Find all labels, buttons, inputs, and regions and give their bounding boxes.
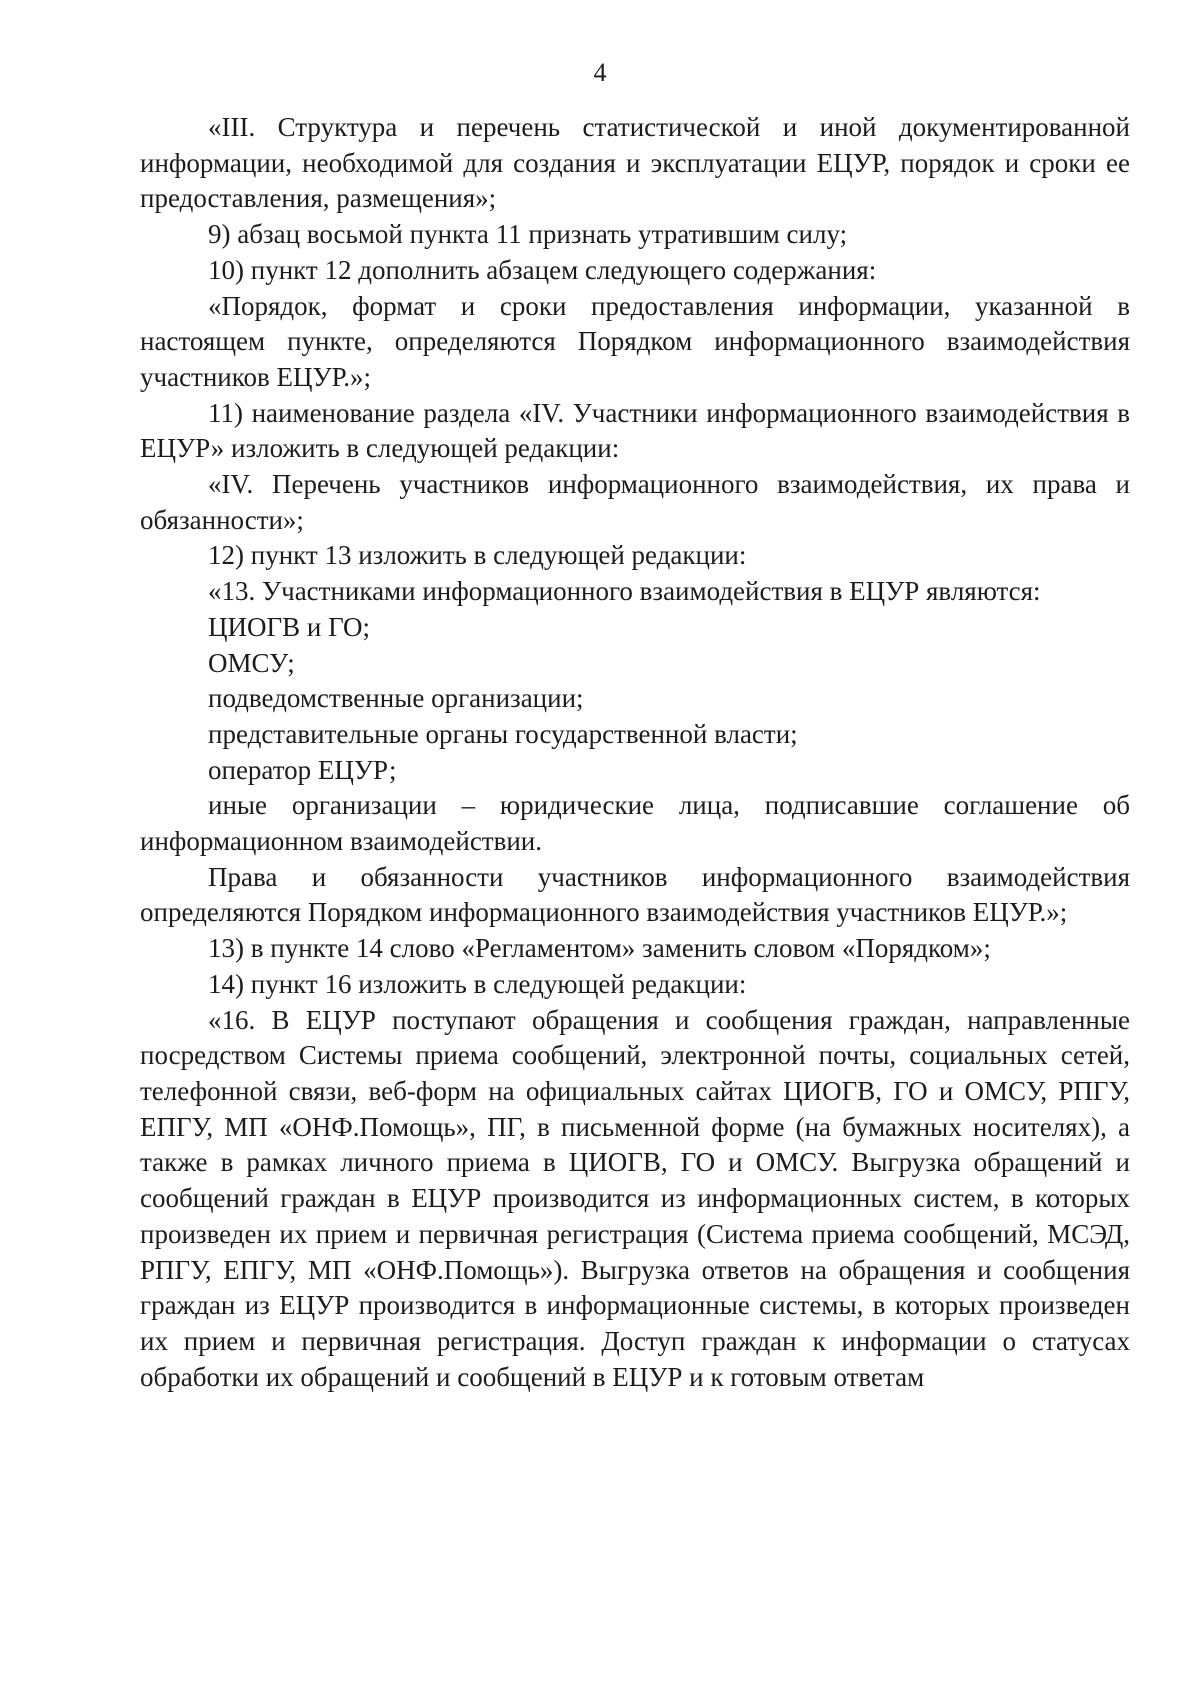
page-number: 4 <box>593 58 607 87</box>
paragraph-item-14: 14) пункт 16 изложить в следующей редакции: <box>208 968 747 999</box>
document-body <box>140 110 1130 1395</box>
list-item-operator: оператор ЕЦУР; <box>208 754 397 785</box>
list-item-omsu: ОМСУ; <box>208 647 295 678</box>
paragraph-item-9: 9) абзац восьмой пункта 11 признать утратившим силу; <box>208 219 848 250</box>
paragraph-item-13: 13) в пункте 14 слово «Регламентом» заменить словом «Порядком»; <box>208 933 991 964</box>
list-item-subordinate-orgs: подведомственные организации; <box>208 683 584 714</box>
paragraph-quoted-order: «Порядок, формат и сроки предоставления информации, указанной в настоящем пункте, определяются Порядком информационного взаимодействия участников ЕЦУР.»; <box>140 290 1130 392</box>
paragraph-section-iii-title: «III. Структура и перечень статистической и иной документированной информации, необходимой для создания и эксплуатации ЕЦУР, порядок и сроки ее предоставления, размещения»; <box>140 112 1130 214</box>
paragraph-item-11: 11) наименование раздела «IV. Участники информационного взаимодействия в ЕЦУР» изложить в следующей редакции: <box>140 397 1130 464</box>
paragraph-clause-16: «16. В ЕЦУР поступают обращения и сообщения граждан, направленные посредством Системы приема сообщений, электронной почты, социальных сетей, телефонной связи, веб-форм на официальных сайтах ЦИОГВ, ГО и ОМСУ, РПГУ, ЕПГУ, МП «ОНФ.Помощь», ПГ, в письменной форме (на бумажных носителях), а также в рамках личного приема в ЦИОГВ, ГО и ОМСУ. Выгрузка обращений и сообщений граждан в ЕЦУР производится из информационных систем, в которых произведен их прием и первичная регистрация (Система приема сообщений, МСЭД, РПГУ, ЕПГУ, МП «ОНФ.Помощь»). Выгрузка ответов на обращения и сообщения граждан из ЕЦУР производится в информационные системы, в которых произведен их прием и первичная регистрация. Доступ граждан к информации о статусах обработки их обращений и сообщений в ЕЦУР и к готовым ответам <box>140 1004 1130 1392</box>
paragraph-item-12: 12) пункт 13 изложить в следующей редакции: <box>208 540 747 571</box>
paragraph-item-10: 10) пункт 12 дополнить абзацем следующего содержания: <box>208 254 877 285</box>
list-item-ciogv: ЦИОГВ и ГО; <box>208 611 370 642</box>
paragraph-rights-duties: Права и обязанности участников информационного взаимодействия определяются Порядком информационного взаимодействия участников ЕЦУР.»; <box>140 861 1130 928</box>
list-item-other-orgs: иные организации – юридические лица, подписавшие соглашение об информационном взаимодействии. <box>140 790 1130 857</box>
list-item-representative-bodies: представительные органы государственной власти; <box>208 718 798 749</box>
paragraph-section-iv-title: «IV. Перечень участников информационного взаимодействия, их права и обязанности»; <box>140 469 1130 535</box>
paragraph-clause-13: «13. Участниками информационного взаимодействия в ЕЦУР являются: <box>208 576 1041 607</box>
